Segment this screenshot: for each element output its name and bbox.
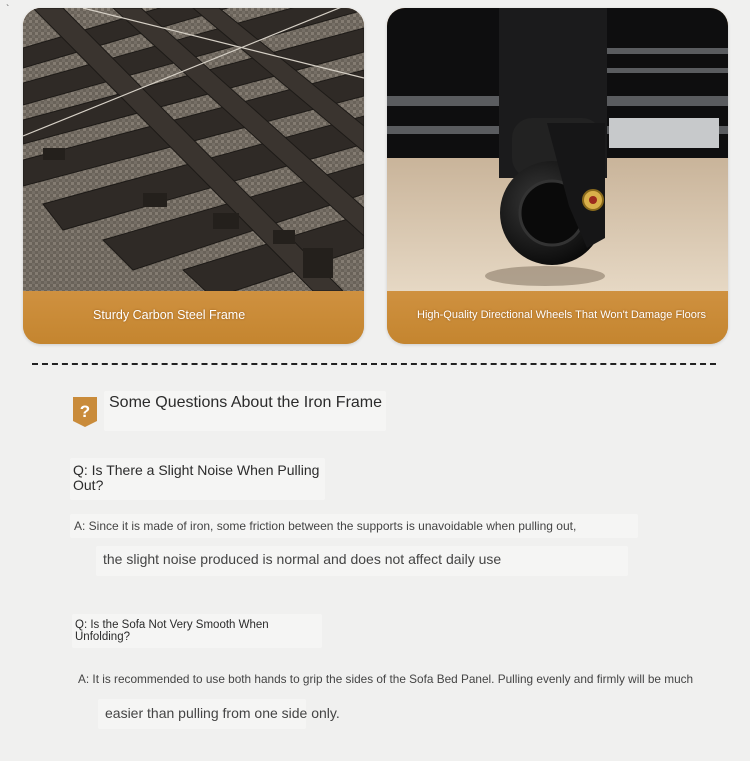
faq-answer-1-line-2: the slight noise produced is normal and does not affect daily use: [103, 551, 502, 567]
faq-answer-1-line-1: A: Since it is made of iron, some friction between the supports is unavoidable when pulling out,: [74, 519, 577, 533]
faq-title: Some Questions About the Iron Frame: [109, 394, 383, 411]
caption-bar: [387, 291, 728, 344]
steel-frame-photo: [23, 8, 364, 291]
caption-bar: [23, 291, 364, 344]
caption-frame: Sturdy Carbon Steel Frame: [93, 308, 246, 322]
faq-answer-2-line-1: A: It is recommended to use both hands to grip the sides of the Sofa Bed Panel. Pulling evenly and firmly will be much: [78, 672, 694, 686]
faq-question-2: Q: Is the Sofa Not Very Smooth When Unfolding?: [75, 619, 269, 643]
svg-text:?: ?: [79, 402, 91, 421]
caption-wheels: High-Quality Directional Wheels That Won't Damage Floors: [417, 309, 707, 321]
product-card-wheels: [387, 8, 728, 344]
caster-wheel-photo: [387, 8, 728, 291]
faq-answer-2-line-2: easier than pulling from one side only.: [105, 705, 340, 721]
faq-question-1: Q: Is There a Slight Noise When Pulling Out?: [73, 462, 320, 493]
product-card-frame: [23, 8, 364, 344]
question-mark-icon: [73, 397, 97, 427]
section-divider: [32, 363, 716, 365]
corner-mark: `: [6, 4, 10, 15]
